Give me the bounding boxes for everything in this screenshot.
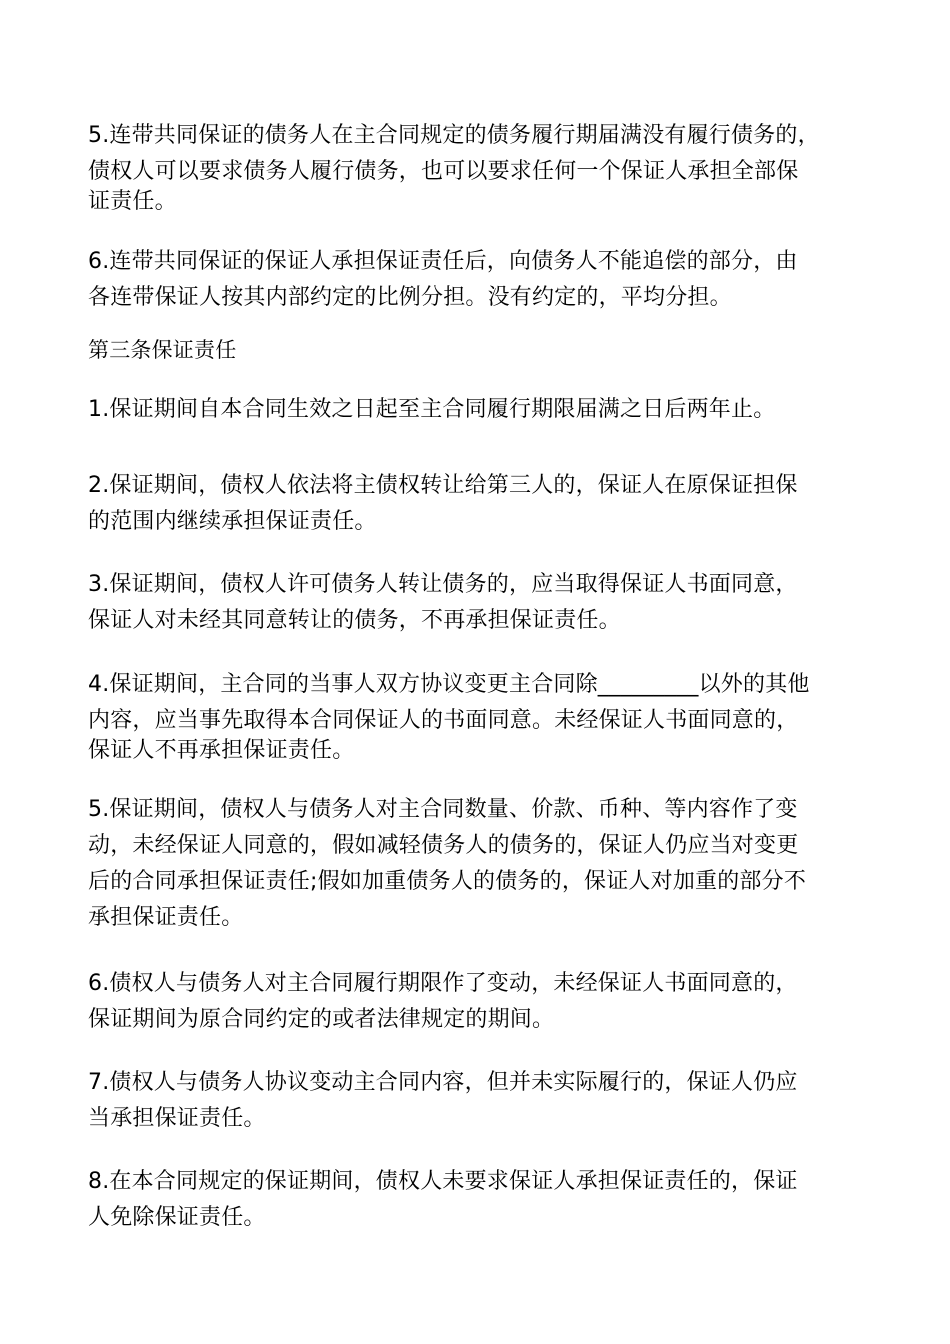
text-line: 7.债权人与债务人协议变动主合同内容，但并未实际履行的，保证人仍应 (88, 1070, 798, 1095)
paragraph-liability-1 (88, 392, 868, 428)
text-line: 6.债权人与债务人对主合同履行期限作了变动，未经保证人书面同意的， (88, 971, 798, 996)
text-line: 5.连带共同保证的债务人在主合同规定的债务履行期届满没有履行债务的， (88, 123, 820, 148)
text-line: 动，未经保证人同意的，假如减轻债务人的债务的，保证人仍应当对变更 (88, 833, 799, 858)
text-line: 1.保证期间自本合同生效之日起至主合同履行期限届满之日后两年止。 (88, 397, 776, 422)
text-line: 第三条保证责任 (88, 338, 237, 362)
paragraph-joint-guarantee-6 (88, 244, 868, 316)
text-line: 6.连带共同保证的保证人承担保证责任后，向债务人不能追偿的部分，由 (88, 249, 798, 274)
text-line: 保证人不再承担保证责任。 (88, 738, 355, 763)
text-line: 当承担保证责任。 (88, 1106, 266, 1131)
text-line: 2.保证期间，债权人依法将主债权转让给第三人的，保证人在原保证担保 (88, 473, 798, 498)
text-line: 人免除保证责任。 (88, 1205, 266, 1230)
paragraph-liability-6 (88, 966, 868, 1038)
text-line: 3.保证期间，债权人许可债务人转让债务的，应当取得保证人书面同意， (88, 572, 798, 597)
text-line: 债权人可以要求债务人履行债务，也可以要求任何一个保证人承担全部保 (88, 159, 799, 184)
paragraph-liability-7 (88, 1065, 868, 1137)
paragraph-liability-3 (88, 567, 868, 639)
text-line: 各连带保证人按其内部约定的比例分担。没有约定的，平均分担。 (88, 285, 732, 310)
text-line: 证责任。 (88, 189, 177, 214)
paragraph-joint-guarantee-5 (88, 118, 868, 220)
paragraph-liability-2 (88, 468, 868, 540)
text-line: 承担保证责任。 (88, 905, 244, 930)
text-line: 保证期间为原合同约定的或者法律规定的期间。 (88, 1007, 555, 1032)
text-line: 内容，应当事先取得本合同保证人的书面同意。未经保证人书面同意的， (88, 708, 799, 733)
paragraph-liability-5 (88, 792, 868, 936)
paragraph-liability-4 (88, 667, 868, 769)
text-line: 后的合同承担保证责任;假如加重债务人的债务的，保证人对加重的部分不 (88, 869, 807, 894)
text-line: 8.在本合同规定的保证期间，债权人未要求保证人承担保证责任的，保证 (88, 1169, 798, 1194)
paragraph-liability-8 (88, 1164, 868, 1236)
text-line: 5.保证期间，债权人与债务人对主合同数量、价款、币种、等内容作了变 (88, 797, 798, 822)
section-heading (88, 332, 868, 368)
text-line: 的范围内继续承担保证责任。 (88, 509, 377, 534)
text-line: 4.保证期间，主合同的当事人双方协议变更主合同除_________以外的其他 (88, 672, 810, 697)
text-line: 保证人对未经其同意转让的债务，不再承担保证责任。 (88, 608, 621, 633)
